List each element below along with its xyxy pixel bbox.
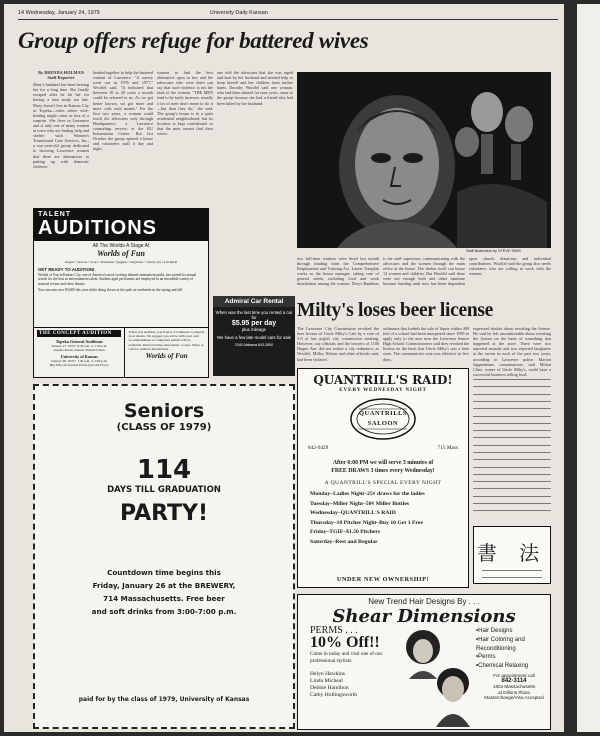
countdown-details xyxy=(35,566,293,618)
car-rental-ad xyxy=(213,296,295,376)
shear-appointment xyxy=(476,673,552,701)
milty-col-1-text: The Lawrence City Commission revoked the beer license of Uncle Milty's Cafe by a vote of 3-0 at last night's city commission meeting. However, city officials and the lawyers of 1100 Harper Ave. did not realize a city ordinance, as Woolfel, Miller, Nelson and other officials said, had been violated. xyxy=(297,326,379,362)
shear-services xyxy=(476,627,552,701)
stylist-2: Linda Micheal xyxy=(310,678,343,684)
newspaper-page xyxy=(4,4,564,732)
days-count: 114 xyxy=(136,455,192,485)
quantrills-address: 715 Mass xyxy=(437,445,458,451)
auditions-heading: GET READY TO AUDITION! xyxy=(38,267,95,272)
article-col-3 xyxy=(157,70,213,204)
milty-col-1 xyxy=(297,326,379,366)
article-col-4-text: one told the advocates that she was raped and hurt by her husband and needed help to keep herself and her children from further harm. Dorothy Woolfel said one woman, who had been abused for nine years, came to the group because she had a friend who had been killed by her husband. xyxy=(217,70,293,106)
auditions-subtitle: All The Worlds A Stage At xyxy=(92,243,150,249)
seniors-footer: paid for by the class of 1979, University of Kansas xyxy=(78,696,250,703)
audition-topeka-title: Topeka General Auditions xyxy=(55,339,103,344)
seniors-class: (CLASS OF 1979) xyxy=(116,422,212,433)
quantrills-logo-text: QUANTRILLS SALOON xyxy=(359,410,407,427)
article-col-2-text: headed together to help the battered women of Lawrence. "A survey went out in 1976 and 1977," Woolfel said. "It indicated that between 10 to 20 cases a month could be referred to us. As we got better known, we got more and more calls each month." For the first two years, a woman could reach the advocates only through Headquarters, a Lawrence counseling service, or the KU Information Center. But last October the group opened a house and volunteers staff it day and night. xyxy=(93,70,153,152)
seniors-title: Seniors xyxy=(123,400,205,422)
folio-left: 14 Wednesday, January 24, 1979 xyxy=(18,10,100,16)
shear-discount: 10% Off!! xyxy=(310,634,380,651)
auditions-paragraph-2: You can earn over $3,600 this year while doing shows at the park on weekends in the spring and fall. xyxy=(38,288,184,293)
quantrills-footer: UNDER NEW OWNERSHIP! xyxy=(336,576,430,583)
quantrills-special: A QUANTRILL'S SPECIAL EVERY NIGHT xyxy=(324,480,442,486)
special-saturday: Saturday–Rest and Regular xyxy=(310,538,378,545)
calligraphy-caption xyxy=(482,570,542,582)
special-tuesday: Tuesday–Miller Night–50¢ Miller Bottles xyxy=(310,500,409,507)
car-rental-sale: We have a few late model cars for sale xyxy=(217,335,291,340)
folio-center: University Daily Kansan xyxy=(209,10,268,16)
milty-col-2-text: ordinance that forbids the sale of liquor within 400 feet of a school had been interpreted since 1959 to apply only to the area near the Lawrence Senior High School. Commissioners said they revoked the license on the basis that Uncle Milty's was a beer store. The commission's vote was effective in five days. xyxy=(383,326,469,362)
service-coloring: • Hair Coloring and Reconditioning xyxy=(476,636,552,654)
auditions-title: AUDITIONS xyxy=(38,217,157,239)
free-draws-line-1: After 6:00 PM we will serve 3 minutes of xyxy=(332,460,434,466)
shear-offer xyxy=(310,627,400,699)
auditions-paragraph-1: Worlds of Fun in Kansas City, one of America's most exciting themed amusement parks, has started its annual search for the best in entertainment talent. Student-aged performers are employed in an incredible variety of musical revues and show theatre. xyxy=(38,273,197,286)
countdown-line-4: and soft drinks from 3:00-7:00 p.m. xyxy=(91,607,237,616)
party-label: PARTY! xyxy=(119,501,209,526)
milty-col-2 xyxy=(383,326,469,366)
calligraphy-ad xyxy=(473,526,551,584)
free-draws-line-2: FREE DRAWS 3 times every Wednesday! xyxy=(331,468,435,474)
service-hair-designs: • Hair Designs xyxy=(476,627,552,636)
worlds-of-fun-logo-small: Worlds of Fun xyxy=(145,352,188,361)
shear-invite: Come in today and visit one of our professional stylists: xyxy=(310,651,383,664)
article-headline: Group offers refuge for battered wives xyxy=(18,28,369,53)
auditions-schedule-left xyxy=(34,328,124,377)
stylist-4: Cathy Hollingsworth xyxy=(310,692,358,698)
seniors-party-ad xyxy=(33,384,295,729)
car-rental-question: When was the last time you rented a car for xyxy=(215,310,293,320)
car-rental-title: Admiral Car Rental xyxy=(213,296,295,307)
auditions-tag: TALENT xyxy=(38,211,72,218)
special-wednesday: Wednesday–QUANTRILL'S RAID xyxy=(310,510,396,517)
service-relaxing: • Chemical Relaxing xyxy=(476,662,552,671)
audition-topeka-details: January 27, 1979 • 9:30 a.m. to 1:30 p.m. Topeka Room, Kansas Student Union xyxy=(51,344,108,352)
countdown-line-1: Countdown time begins this xyxy=(107,568,221,577)
milty-col-3-continued xyxy=(473,379,551,515)
quantrills-free-draws xyxy=(298,459,468,475)
next-page-edge xyxy=(577,4,600,732)
quantrills-logo xyxy=(349,397,417,441)
article-col-5-text: two full-time workers were hired last month through funding from the Comprehensive Employment and Training Act. Laurie Tompkin works as the house manager, taking care of general needs, including food and work distribution among the women. Dorys Banderas is the staff supervisor, communicating with the advocates and the women through the main office at the house. The shelter itself can house 12 women and children. But Woolfel said there were not enough beds and other furniture because funding until now has been dependent upon church donations and individual contributions. Woolfel said the group also needs volunteers who are willing to work with the women. xyxy=(297,256,551,287)
battered-wife-illustration xyxy=(297,72,551,248)
stylist-3: Debbie Hamilton xyxy=(310,685,349,691)
milty-col-3-text: expressed doubts about revoking the license. He said he felt uncomfortable about revoking the license on the basis of something that happened at the store. There were two reported assaults and two reported burglaries at the tavern in each of the past two years, according to Lawrence police. Marion Jappenbauer, commissioner, said Milton Cline, owner of Uncle Milty's, could have a successful business selling food. xyxy=(473,326,551,377)
audition-ku-title: University of Kansas xyxy=(60,354,98,359)
article-byline: By BRENDA HOLMAN Staff Reporter xyxy=(38,70,84,81)
countdown-line-3: 714 Massachusetts. Free beer xyxy=(103,594,225,603)
days-till-graduation: DAYS TILL GRADUATION xyxy=(107,485,221,495)
article-col-3-text: women to find the best alternative open to her, and the advocates who were there can say that such violence is not the fault of the woman. "THE MEN tend to be fairly insecure, usually a lot of men don't mean to do it—but then they do," she said. The group's house is in a quiet residential neighborhood, but its location is kept confidential so that the men cannot find their wives. xyxy=(157,70,213,137)
article-col-5 xyxy=(297,256,551,296)
article-col-4 xyxy=(217,70,293,294)
car-rental-mileage: plus mileage xyxy=(241,327,267,332)
article-col-2 xyxy=(93,70,153,204)
shear-tagline: New Trend Hair Designs By . . . xyxy=(368,597,480,606)
shear-title: Shear Dimensions xyxy=(332,606,516,627)
special-friday: Friday–TGIF–$1.50 Pitchers xyxy=(310,529,381,536)
shear-cards: Masterchange/Visa Accepted xyxy=(484,695,544,701)
quantrills-phone: 842-9429 xyxy=(308,445,329,451)
quantrills-contact xyxy=(308,445,458,451)
auditions-ad xyxy=(33,208,209,378)
quantrills-subtitle: EVERY WEDNESDAY NIGHT xyxy=(339,387,427,393)
car-rental-price: $5.95 per day xyxy=(231,320,277,327)
countdown-line-2: Friday, January 26 at the BREWERY, xyxy=(92,581,236,590)
auditions-schedule-heading: THE CONCEPT AUDITION xyxy=(37,330,121,337)
special-thursday: Thursday–10 Pitcher Night–Buy 10 Get 1 Free xyxy=(310,519,423,526)
auditions-categories: singers • dancers • actors • musicians • jugglers • magicians • variety acts of all kinds xyxy=(64,260,178,264)
auditions-schedule xyxy=(34,327,208,377)
quantrills-ad xyxy=(297,368,469,588)
shear-dimensions-ad xyxy=(297,594,551,730)
calligraphy-glyphs: 書 法 xyxy=(476,541,548,565)
shear-address: 1802 Massachusetts at Dillons Plaza xyxy=(492,684,536,695)
page-folio xyxy=(18,10,558,20)
illustration-credit: Staff illustration by STEVE SIMS xyxy=(466,249,521,253)
special-monday: Monday–Ladies Night–25¢ draws for the ladies xyxy=(310,491,425,497)
auditions-schedule-right xyxy=(124,328,208,377)
audition-ku-details: January 28, 1979 • 1:30 p.m. to 7:00 p.m. Big 8 Room, Kansas Union (Second Floor) xyxy=(49,359,109,367)
shear-phone: 842-3114 xyxy=(501,677,527,684)
quantrills-title: QUANTRILL'S RAID! xyxy=(313,373,453,387)
shear-perms: PERMS . . . xyxy=(310,625,358,636)
shear-appointment-label: For appointment call xyxy=(493,672,535,678)
auditions-instructions: When you audition, you'll have 3-4 minutes to display your talents. We suggest you arrive with your own accompaniment. A competent pianist will be available. Dancers bring sheet music or tape. Write or call for audition information. xyxy=(128,330,205,351)
article-col-1-text: Mary's husband has been beating her for a long time. She finally escaped after he hit her for having a shot ready too late. Mary doesn't live in Kansas City or Topeka—cities where wife-beating might come as less of a surprise. She lives in Lawrence and is only one of many women in town who are finding help and shelter with Women's Transitional Care Services, Inc., a two-year-old group dedicated to showing Lawrence women that there are alternatives to putting up with domestic violence. xyxy=(33,82,89,169)
service-perms: • Perms xyxy=(476,653,552,662)
shear-stylists xyxy=(310,671,400,699)
model-photo-man xyxy=(434,665,472,727)
milty-col-3 xyxy=(473,326,551,522)
stylist-1: Helyn Hawkins xyxy=(310,671,345,677)
car-rental-address: 2340 Alabama 843-2850 xyxy=(234,343,274,347)
article-col-1 xyxy=(33,70,89,204)
auditions-title-block xyxy=(34,209,208,241)
milty-headline: Milty's loses beer license xyxy=(297,300,494,321)
worlds-of-fun-logo: Worlds of Fun xyxy=(97,249,145,258)
quantrills-specials-list xyxy=(310,490,468,548)
